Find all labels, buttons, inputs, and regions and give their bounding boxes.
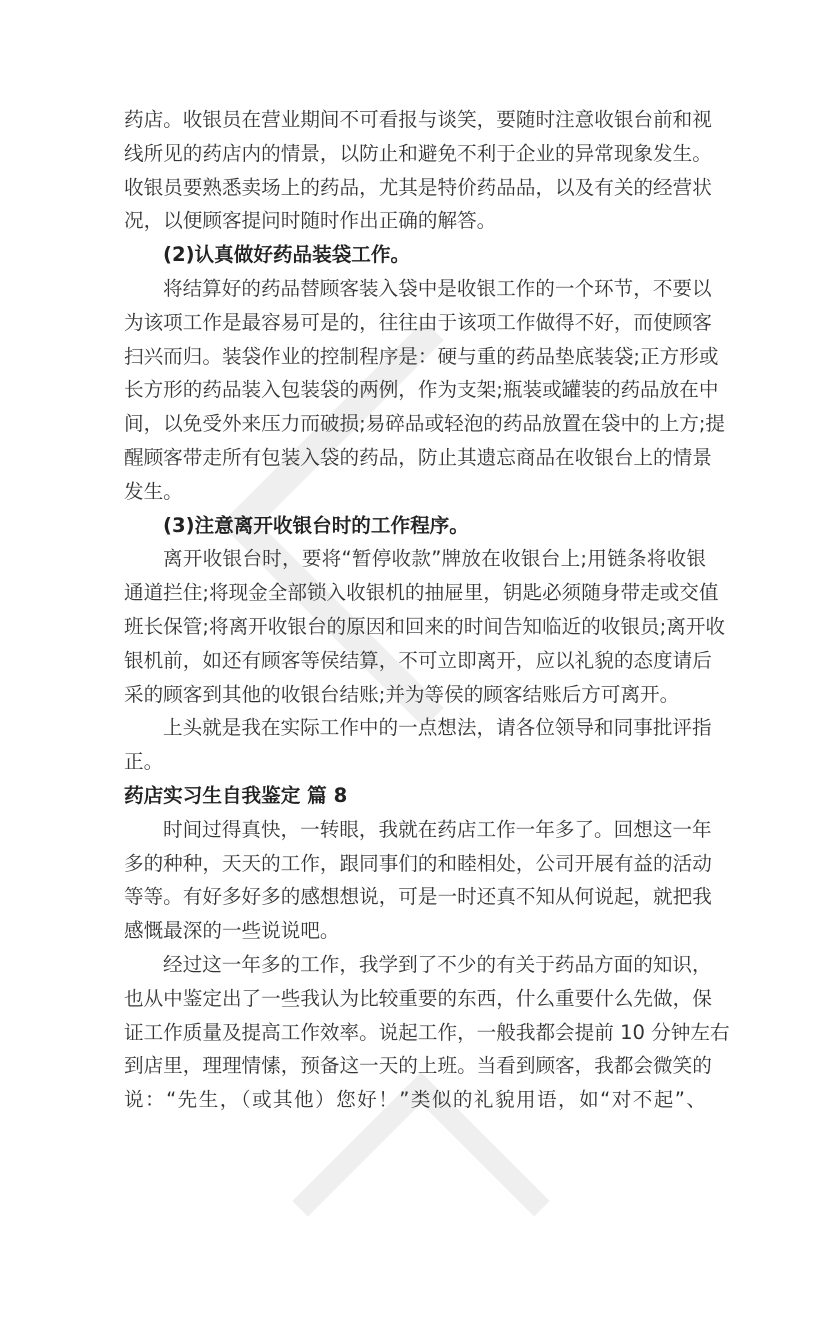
paragraph-line: 通道拦住;将现金全部锁入收银机的抽屉里，钥匙必须随身带走或交值: [124, 581, 719, 605]
section-heading-line: 药店实习生自我鉴定 篇 8: [124, 783, 348, 807]
paragraph-line: 收银员要熟悉卖场上的药品，尤其是特价药品品，以及有关的经营状: [124, 175, 712, 199]
paragraph-line: 为该项工作是最容易可是的，往往由于该项工作做得不好，而使顾客: [124, 310, 712, 334]
paragraph-line: 经过这一年多的工作，我学到了不少的有关于药品方面的知识，: [163, 952, 712, 976]
paragraph-line: 间，以免受外来压力而破损;易碎品或轻泡的药品放置在袋中的上方;提: [124, 412, 726, 436]
paragraph-line: 等等。有好多好多的感想想说，可是一时还真不知从何说起，就把我: [124, 885, 712, 909]
paragraph-line: 将结算好的药品替顾客装入袋中是收银工作的一个环节，不要以: [163, 276, 712, 300]
document-page: [124, 103, 730, 1117]
section-heading-line: (3)注意离开收银台时的工作程序。: [163, 513, 469, 537]
paragraph-line: 上头就是我在实际工作中的一点想法，请各位领导和同事批评指: [163, 716, 712, 740]
section-heading-line: (2)认真做好药品装袋工作。: [163, 243, 411, 267]
paragraph-line: 多的种种，天天的工作，跟同事们的和睦相处，公司开展有益的活动: [124, 851, 712, 875]
paragraph-line: 说：“先生，（或其他）您好！”类似的礼貌用语，如“对不起”、: [124, 1088, 706, 1112]
paragraph-line: 扫兴而归。装袋作业的控制程序是：硬与重的药品垫底装袋;正方形或: [124, 344, 719, 368]
paragraph-line: 醒顾客带走所有包装入袋的药品，防止其遗忘商品在收银台上的情景: [124, 445, 712, 469]
paragraph-line: 班长保管;将离开收银台的原因和回来的时间告知临近的收银员;离开收: [124, 614, 726, 638]
paragraph-line: 发生。: [124, 479, 183, 503]
paragraph-line: 况，以便顾客提问时随时作出正确的解答。: [124, 209, 497, 233]
paragraph-line: 银机前，如还有顾客等侯结算，不可立即离开，应以礼貌的态度请后: [124, 648, 712, 672]
paragraph-line: 长方形的药品装入包装袋的两例，作为支架;瓶装或罐装的药品放在中: [124, 378, 719, 402]
paragraph-line: 也从中鉴定出了一些我认为比较重要的东西，什么重要什么先做，保: [124, 986, 712, 1010]
paragraph-line: 证工作质量及提高工作效率。说起工作，一般我都会提前 10 分钟左右: [124, 1020, 730, 1044]
paragraph-line: 离开收银台时，要将“暂停收款”牌放在收银台上;用链条将收银: [163, 547, 706, 571]
paragraph-line: 采的顾客到其他的收银台结账;并为等侯的顾客结账后方可离开。: [124, 682, 680, 706]
paragraph-line: 药店。收银员在营业期间不可看报与谈笑，要随时注意收银台前和视: [124, 108, 712, 131]
paragraph-line: 线所见的药店内的情景，以防止和避免不利于企业的异常现象发生。: [124, 141, 712, 165]
paragraph-line: 时间过得真快，一转眼，我就在药店工作一年多了。回想这一年: [163, 817, 712, 841]
paragraph-line: 感慨最深的一些说说吧。: [124, 919, 340, 943]
paragraph-line: 正。: [124, 750, 164, 774]
paragraph-line: 到店里，理理情愫，预备这一天的上班。当看到顾客，我都会微笑的: [124, 1054, 712, 1078]
